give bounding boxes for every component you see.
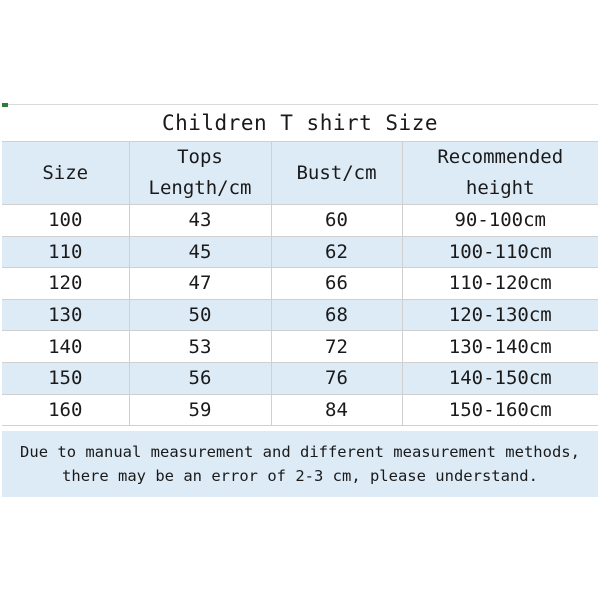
header-bust-label: Bust/cm (296, 161, 377, 184)
size-table (2, 141, 598, 426)
header-rec-line1: Recommended (437, 146, 564, 168)
header-tops-line2: Length/cm (148, 177, 252, 199)
size-chart (2, 104, 598, 497)
cell-bust: 76 (271, 362, 402, 394)
note-line-1: Due to manual measurement and different measurement methods, (20, 443, 580, 461)
cell-height: 130-140cm (402, 331, 598, 363)
cell-height: 90-100cm (402, 205, 598, 237)
cell-bust: 66 (271, 268, 402, 300)
header-tops-line1: Tops (177, 146, 223, 168)
cell-size: 120 (2, 268, 129, 300)
cell-length: 56 (129, 362, 271, 394)
cell-size: 160 (2, 394, 129, 426)
chart-title: Children T shirt Size (161, 111, 438, 135)
header-tops-length (129, 142, 271, 205)
cell-size: 100 (2, 205, 129, 237)
cell-length: 45 (129, 236, 271, 268)
table-row (2, 394, 598, 426)
cell-bust: 72 (271, 331, 402, 363)
cell-size: 150 (2, 362, 129, 394)
cell-height: 100-110cm (402, 236, 598, 268)
cell-size: 140 (2, 331, 129, 363)
cell-size: 130 (2, 299, 129, 331)
cell-height: 150-160cm (402, 394, 598, 426)
header-recommended-height (402, 142, 598, 205)
table-row (2, 331, 598, 363)
table-row (2, 205, 598, 237)
cell-size: 110 (2, 236, 129, 268)
table-row (2, 268, 598, 300)
cell-bust: 62 (271, 236, 402, 268)
cell-height: 120-130cm (402, 299, 598, 331)
cell-height: 140-150cm (402, 362, 598, 394)
table-row (2, 299, 598, 331)
header-row (2, 142, 598, 205)
header-bust (271, 142, 402, 205)
cell-bust: 60 (271, 205, 402, 237)
cell-bust: 68 (271, 299, 402, 331)
header-size-label: Size (42, 161, 89, 184)
table-row (2, 362, 598, 394)
cell-length: 59 (129, 394, 271, 426)
measurement-note (2, 431, 598, 497)
cell-height: 110-120cm (402, 268, 598, 300)
cell-bust: 84 (271, 394, 402, 426)
table-row (2, 236, 598, 268)
header-rec-line2: height (465, 177, 535, 199)
cell-length: 53 (129, 331, 271, 363)
header-size (2, 142, 129, 205)
note-line-2: there may be an error of 2-3 cm, please understand. (62, 467, 538, 485)
cell-length: 47 (129, 268, 271, 300)
cell-length: 43 (129, 205, 271, 237)
cell-length: 50 (129, 299, 271, 331)
